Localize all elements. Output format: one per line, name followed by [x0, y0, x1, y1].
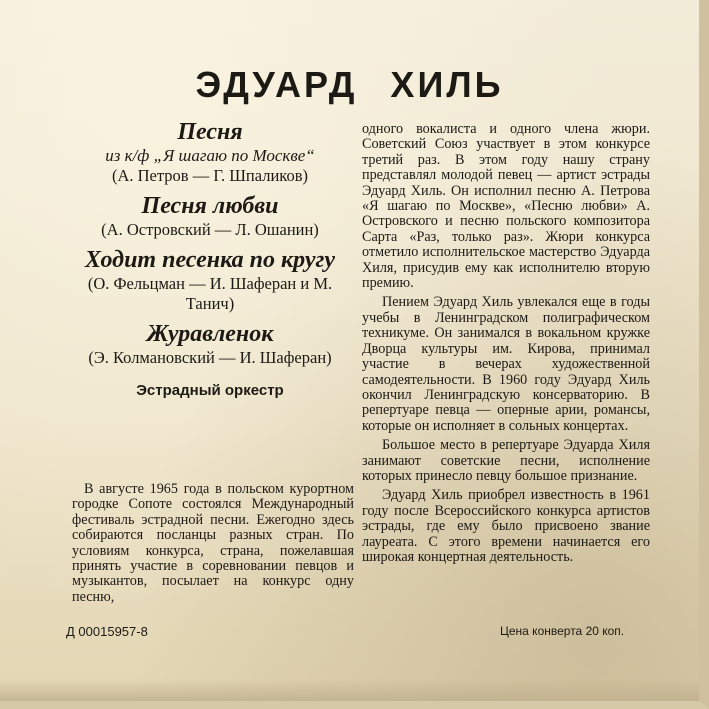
song-title: Песня [177, 119, 243, 145]
catalog-number: Д 00015957-8 [66, 624, 148, 639]
artist-title: ЭДУАРД ХИЛЬ [195, 64, 504, 105]
bio-paragraph-1: одного вокалиста и одного члена жюри. Советский Союз участвует в этом конкурсе третий раз. В этом году нашу страну представлял молодой певец — артист эстрады Эдуард Хиль. Он исполнил песню А. Петрова «Я шагаю по Москве», «Песню любви» А. Островского и песню польского композитора Сарта «Раз, только раз». Жюри конкурса отметило исполнительское мастерство Эдуарда Хиля, присудив ему как исполнителю вторую премию. [362, 121, 650, 292]
song-3 [68, 246, 352, 314]
biography-column [362, 122, 650, 569]
worn-edge [0, 679, 699, 701]
song-credits: (О. Фельцман — И. Шаферан и М. Танич) [87, 274, 333, 313]
bio-paragraph-3: Большое место в репертуаре Эдуарда Хиля занимают советские песни, исполнение которых принесло певцу большое признание. [362, 437, 650, 484]
orchestra-label: Эстрадный оркестр [136, 382, 284, 399]
song-title: Ходит песенка по кругу [84, 247, 336, 273]
bio-paragraph-2: Пением Эдуард Хиль увлекался еще в годы учебы в Ленинградском полиграфическом техникуме. Он занимался в вокальном кружке Дворца культуры им. Кирова, принимал участие в вечерах художественной самодеятельности. В 1960 году Эдуард Хиль окончил Ленинградскую консерваторию. В репертуаре певца — оперные арии, романсы, которые он исполняет в сольных концертах. [362, 294, 650, 434]
song-4 [68, 320, 352, 368]
song-title: Журавленок [146, 321, 274, 347]
song-title: Песня любви [141, 193, 279, 219]
song-2 [68, 192, 352, 240]
bio-paragraph-4: Эдуард Хиль приобрел известность в 1961 году после Всероссийского конкурса артистов эстрады, где ему было присвоено звание лауреата. С этого времени начинается его широкая концертная деятельность. [362, 487, 650, 565]
song-credits: (А. Петров — Г. Шпаликов) [111, 166, 308, 185]
song-credits: (А. Островский — Л. Ошанин) [101, 220, 319, 239]
song-credits: (Э. Колмановский — И. Шаферан) [88, 348, 332, 367]
song-1 [68, 118, 352, 186]
sleeve-price: Цена конверта 20 коп. [500, 624, 625, 638]
tracklist-column [68, 118, 354, 605]
song-subtitle: из к/ф „Я шагаю по Москве“ [105, 146, 315, 165]
intro-paragraph: В августе 1965 года в польском курортном городке Сопоте состоялся Международный фестиваль эстрадной песни. Ежегодно здесь собираются посланцы разных стран. По условиям конкурса, страна, пожелавшая принять участие в соревновании певцов и музыкантов, посылает на конкурс одну песню, [72, 481, 354, 605]
